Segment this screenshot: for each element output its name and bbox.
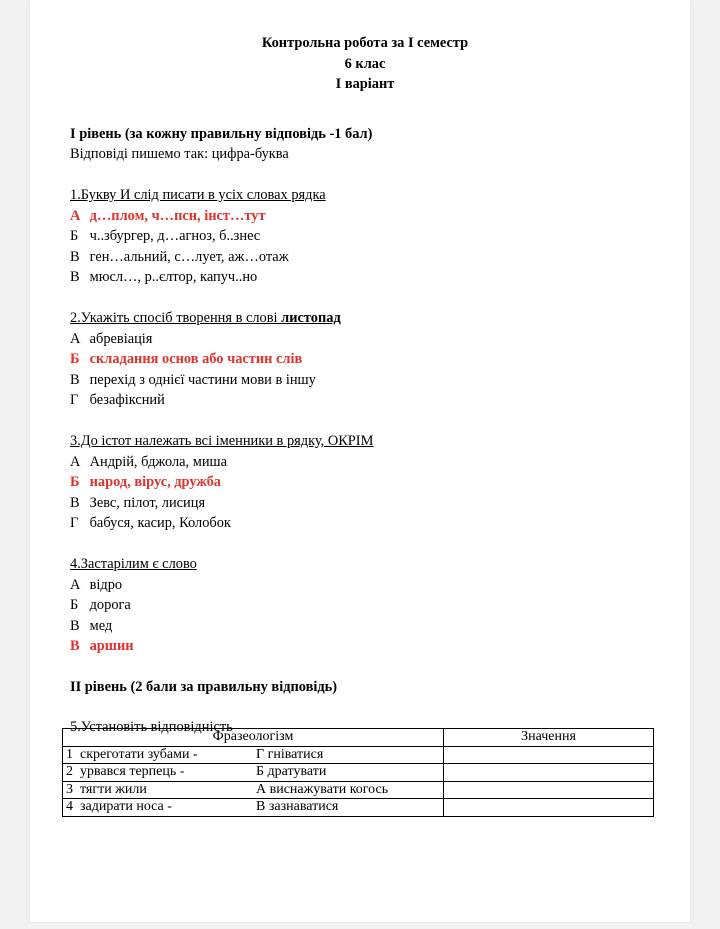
question-text-prefix: 2.Укажіть спосіб творення в слові [70, 310, 282, 326]
answer-option [70, 329, 660, 350]
option-text: відро [89, 576, 123, 593]
option-letter: А [70, 453, 81, 470]
option-text: перехід з однієї частини мови в іншу [89, 371, 316, 388]
option-letter: В [70, 269, 80, 285]
column-header-phrase: Фразеологізм [63, 729, 444, 747]
answer-option-correct [70, 349, 660, 370]
option-letter: Б [70, 474, 80, 490]
option-letter: Б [70, 351, 80, 367]
option-letter: А [70, 576, 81, 593]
phrase-text: тягти жили [80, 781, 147, 797]
doc-grade: 6 клас [344, 55, 386, 72]
meaning-cell [444, 746, 654, 764]
answer-option-correct [70, 636, 660, 657]
level2-heading: ІІ рівень (2 бали за правильну відповідь) [70, 678, 338, 695]
option-text: бабуся, касир, Колобок [89, 515, 231, 531]
option-text: д…плом, ч…псн, інст…тут [89, 207, 266, 224]
question-2 [70, 308, 660, 411]
option-text: безафіксний [89, 392, 165, 408]
question-text: 3.До істот належать всі іменники в рядку, ОКРІМ [70, 433, 374, 449]
option-letter: В [70, 494, 80, 511]
option-text: Зевс, пілот, лисиця [89, 494, 206, 511]
question-keyword: листопад [281, 310, 341, 326]
answer-option [70, 390, 660, 411]
answer-option [70, 616, 660, 637]
option-text: Андрій, бджола, миша [89, 453, 228, 470]
option-text: дорога [89, 597, 131, 613]
document-page [30, 0, 690, 922]
answer-option [70, 595, 660, 616]
matching-table [62, 728, 654, 817]
answer-option-correct [70, 472, 660, 493]
phrase-text: скреготати зубами - [80, 746, 198, 762]
answer-option [70, 575, 660, 596]
answer-option [70, 267, 660, 288]
option-letter: Б [70, 597, 79, 613]
meaning-text: Г гніватися [256, 746, 324, 762]
option-text: абревіація [89, 330, 153, 347]
meaning-cell [444, 764, 654, 782]
meaning-text: В зазнаватися [256, 799, 339, 814]
question-text [70, 308, 660, 329]
meaning-cell [444, 781, 654, 799]
meaning-text: А виснажувати когось [256, 781, 389, 797]
option-letter: А [70, 207, 81, 224]
answer-option [70, 370, 660, 391]
answer-option [70, 247, 660, 268]
option-text: мюсл…, р..єлтор, капуч..но [89, 269, 258, 285]
answer-option [70, 452, 660, 473]
level1-heading: І рівень (за кожну правильну відповідь -1 бал) [70, 125, 373, 142]
option-text: ген…альний, с…лует, аж…отаж [89, 248, 289, 265]
answer-option [70, 493, 660, 514]
doc-title: Контрольна робота за І семестр [261, 35, 469, 51]
meaning-cell [444, 799, 654, 817]
table-row [63, 764, 654, 782]
question-text: 4.Застарілим є слово [70, 556, 197, 572]
option-letter: В [70, 638, 80, 654]
option-letter: А [70, 330, 81, 347]
option-letter: В [70, 617, 80, 634]
option-letter: В [70, 371, 80, 388]
answer-option [70, 513, 660, 534]
question-1 [70, 185, 660, 288]
document-content [70, 33, 660, 738]
table-row [63, 746, 654, 764]
doc-variant: І варіант [335, 76, 395, 92]
answer-option-correct [70, 206, 660, 227]
table-row [63, 799, 654, 817]
meaning-text: Б дратувати [256, 764, 327, 779]
phrase-text: задирати носа - [80, 799, 172, 814]
option-text: складання основ або частин слів [89, 351, 303, 367]
question-3 [70, 431, 660, 534]
phrase-cell [63, 746, 444, 764]
phrase-text: урвався терпець - [80, 764, 185, 779]
phrase-cell [63, 781, 444, 799]
answer-option [70, 226, 660, 247]
question-4 [70, 554, 660, 657]
phrase-cell [63, 764, 444, 782]
level2-task: 5.Установіть відповідність [70, 719, 233, 735]
option-text: ч..збургер, д…агноз, б..знес [89, 228, 261, 244]
table-row [63, 781, 654, 799]
row-number: 4 [66, 799, 73, 814]
table-header-row [63, 729, 654, 747]
level1-instruction: Відповіді пишемо так: цифра-буква [70, 146, 289, 162]
row-number: 2 [66, 764, 73, 779]
option-text: народ, вірус, дружба [89, 474, 222, 490]
option-letter: Г [70, 392, 79, 408]
row-number: 3 [66, 781, 73, 797]
option-text: мед [89, 617, 113, 634]
row-number: 1 [66, 746, 73, 762]
option-letter: Г [70, 515, 79, 531]
phrase-cell [63, 799, 444, 817]
option-letter: Б [70, 228, 79, 244]
question-text: 1.Букву И слід писати в усіх словах рядка [70, 187, 326, 203]
column-header-meaning: Значення [444, 729, 654, 747]
option-letter: В [70, 248, 80, 265]
option-text: аршин [89, 638, 134, 654]
